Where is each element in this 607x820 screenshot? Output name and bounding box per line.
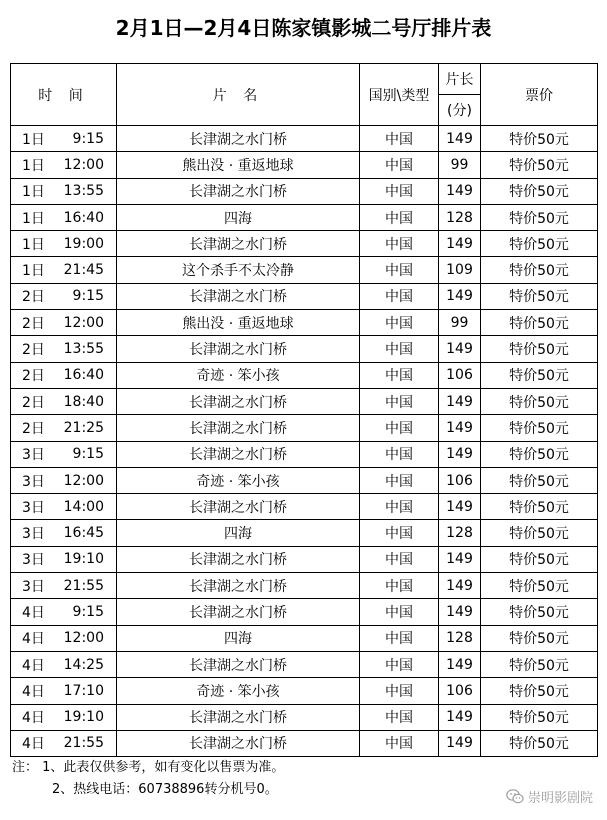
showtime: 21:55 (63, 577, 104, 594)
price-cell: 特价50元 (481, 441, 598, 467)
film-title: 长津湖之水门桥 (117, 388, 360, 414)
day-label: 2日 (22, 368, 45, 385)
showtime: 12:00 (63, 314, 104, 331)
table-row (11, 152, 598, 178)
showtime: 13:55 (63, 183, 104, 200)
film-title: 长津湖之水门桥 (117, 704, 360, 730)
price-cell: 特价50元 (481, 310, 598, 336)
film-title: 长津湖之水门桥 (117, 441, 360, 467)
day-label: 1日 (22, 263, 45, 280)
day-label: 2日 (22, 420, 45, 437)
header-price: 票价 (481, 64, 598, 126)
film-title: 四海 (117, 204, 360, 230)
notes (12, 757, 284, 801)
length-cell: 149 (439, 415, 481, 441)
country-cell: 中国 (360, 467, 439, 493)
day-label: 3日 (22, 447, 45, 464)
price-cell: 特价50元 (481, 730, 598, 756)
day-label: 1日 (22, 157, 45, 174)
price-cell: 特价50元 (481, 231, 598, 257)
film-title: 长津湖之水门桥 (117, 573, 360, 599)
header-country-type: 国别\类型 (360, 64, 439, 126)
day-label: 3日 (22, 473, 45, 490)
country-cell: 中国 (360, 599, 439, 625)
film-title: 四海 (117, 520, 360, 546)
time-cell (11, 415, 117, 441)
country-cell: 中国 (360, 388, 439, 414)
day-label: 1日 (22, 210, 45, 227)
country-cell: 中国 (360, 152, 439, 178)
price-cell: 特价50元 (481, 494, 598, 520)
watermark-text: 崇明影剧院 (527, 791, 593, 806)
length-cell: 128 (439, 204, 481, 230)
price-cell: 特价50元 (481, 336, 598, 362)
country-cell: 中国 (360, 730, 439, 756)
showtime: 19:10 (63, 709, 104, 726)
showtime: 12:00 (63, 630, 104, 647)
film-title: 长津湖之水门桥 (117, 336, 360, 362)
country-cell: 中国 (360, 441, 439, 467)
watermark (506, 787, 593, 806)
day-label: 4日 (22, 710, 45, 727)
price-cell: 特价50元 (481, 678, 598, 704)
length-cell: 106 (439, 362, 481, 388)
country-cell: 中国 (360, 257, 439, 283)
length-cell: 149 (439, 336, 481, 362)
time-cell (11, 441, 117, 467)
price-cell: 特价50元 (481, 625, 598, 651)
showtime: 14:25 (63, 656, 104, 673)
table-row (11, 231, 598, 257)
film-title: 奇迹 · 笨小孩 (117, 362, 360, 388)
film-title: 长津湖之水门桥 (117, 178, 360, 204)
note-line-1: 注： 1、此表仅供参考，如有变化以售票为准。 (12, 760, 285, 775)
country-cell: 中国 (360, 204, 439, 230)
film-title: 长津湖之水门桥 (117, 546, 360, 572)
showtime: 16:45 (63, 525, 104, 542)
table-row (11, 678, 598, 704)
time-cell (11, 546, 117, 572)
table-row (11, 573, 598, 599)
price-cell: 特价50元 (481, 573, 598, 599)
day-label: 2日 (22, 289, 45, 306)
price-cell: 特价50元 (481, 415, 598, 441)
time-cell (11, 178, 117, 204)
table-row (11, 651, 598, 677)
day-label: 4日 (22, 657, 45, 674)
header-film: 片 名 (117, 64, 360, 126)
length-cell: 149 (439, 231, 481, 257)
table-row (11, 283, 598, 309)
price-cell: 特价50元 (481, 520, 598, 546)
time-cell (11, 204, 117, 230)
showtime: 9:15 (72, 130, 104, 147)
time-cell (11, 152, 117, 178)
day-label: 4日 (22, 683, 45, 700)
price-cell: 特价50元 (481, 362, 598, 388)
day-label: 2日 (22, 315, 45, 332)
showtime: 21:55 (63, 735, 104, 752)
table-row (11, 599, 598, 625)
price-cell: 特价50元 (481, 126, 598, 152)
length-cell: 149 (439, 283, 481, 309)
country-cell: 中国 (360, 415, 439, 441)
country-cell: 中国 (360, 231, 439, 257)
film-title: 长津湖之水门桥 (117, 651, 360, 677)
table-row (11, 310, 598, 336)
length-cell: 128 (439, 520, 481, 546)
table-row (11, 257, 598, 283)
country-cell: 中国 (360, 651, 439, 677)
showtime: 21:45 (63, 262, 104, 279)
country-cell: 中国 (360, 126, 439, 152)
country-cell: 中国 (360, 178, 439, 204)
day-label: 2日 (22, 342, 45, 359)
showtime: 13:55 (63, 341, 104, 358)
table-row (11, 441, 598, 467)
table-row (11, 704, 598, 730)
length-cell: 149 (439, 546, 481, 572)
country-cell: 中国 (360, 546, 439, 572)
wechat-icon (506, 789, 524, 804)
table-row (11, 415, 598, 441)
time-cell (11, 730, 117, 756)
film-title: 四海 (117, 625, 360, 651)
table-row (11, 625, 598, 651)
country-cell: 中国 (360, 678, 439, 704)
table-row (11, 388, 598, 414)
showtime: 14:00 (63, 498, 104, 515)
showtime: 18:40 (63, 393, 104, 410)
film-title: 这个杀手不太冷静 (117, 257, 360, 283)
length-cell: 106 (439, 467, 481, 493)
header-time: 时 间 (11, 64, 117, 126)
showtime: 17:10 (63, 682, 104, 699)
price-cell: 特价50元 (481, 178, 598, 204)
time-cell (11, 388, 117, 414)
page-title: 2月1日—2月4日陈家镇影城二号厅排片表 (115, 16, 492, 40)
length-cell: 106 (439, 678, 481, 704)
film-title: 熊出没 · 重返地球 (117, 310, 360, 336)
film-title: 长津湖之水门桥 (117, 494, 360, 520)
time-cell (11, 467, 117, 493)
country-cell: 中国 (360, 494, 439, 520)
film-title: 长津湖之水门桥 (117, 599, 360, 625)
country-cell: 中国 (360, 310, 439, 336)
day-label: 3日 (22, 578, 45, 595)
header-length-unit: (分) (439, 95, 481, 126)
price-cell: 特价50元 (481, 467, 598, 493)
showtime: 21:25 (63, 419, 104, 436)
price-cell: 特价50元 (481, 599, 598, 625)
country-cell: 中国 (360, 704, 439, 730)
header-length: 片长 (439, 64, 481, 95)
time-cell (11, 573, 117, 599)
table-row (11, 520, 598, 546)
price-cell: 特价50元 (481, 546, 598, 572)
showtime: 9:15 (72, 288, 104, 305)
time-cell (11, 283, 117, 309)
length-cell: 149 (439, 178, 481, 204)
table-row (11, 336, 598, 362)
time-cell (11, 625, 117, 651)
table-row (11, 126, 598, 152)
day-label: 3日 (22, 526, 45, 543)
length-cell: 109 (439, 257, 481, 283)
price-cell: 特价50元 (481, 388, 598, 414)
length-cell: 149 (439, 494, 481, 520)
day-label: 3日 (22, 499, 45, 516)
time-cell (11, 257, 117, 283)
time-cell (11, 231, 117, 257)
film-title: 奇迹 · 笨小孩 (117, 467, 360, 493)
table-row (11, 730, 598, 756)
time-cell (11, 362, 117, 388)
price-cell: 特价50元 (481, 257, 598, 283)
table-row (11, 467, 598, 493)
time-cell (11, 310, 117, 336)
price-cell: 特价50元 (481, 204, 598, 230)
film-title: 长津湖之水门桥 (117, 283, 360, 309)
table-row (11, 362, 598, 388)
price-cell: 特价50元 (481, 283, 598, 309)
note-line-2: 2、热线电话：60738896转分机号0。 (52, 782, 278, 797)
country-cell: 中国 (360, 573, 439, 599)
day-label: 4日 (22, 631, 45, 648)
showtime: 19:00 (63, 235, 104, 252)
time-cell (11, 520, 117, 546)
country-cell: 中国 (360, 362, 439, 388)
day-label: 3日 (22, 552, 45, 569)
length-cell: 149 (439, 441, 481, 467)
time-cell (11, 336, 117, 362)
country-cell: 中国 (360, 336, 439, 362)
length-cell: 149 (439, 730, 481, 756)
film-title: 长津湖之水门桥 (117, 231, 360, 257)
day-label: 4日 (22, 604, 45, 621)
showtime: 12:00 (63, 156, 104, 173)
day-label: 1日 (22, 131, 45, 148)
film-title: 长津湖之水门桥 (117, 415, 360, 441)
table-row (11, 178, 598, 204)
table-row (11, 494, 598, 520)
length-cell: 99 (439, 310, 481, 336)
film-title: 奇迹 · 笨小孩 (117, 678, 360, 704)
time-cell (11, 126, 117, 152)
showtime: 9:15 (72, 603, 104, 620)
film-title: 熊出没 · 重返地球 (117, 152, 360, 178)
film-title: 长津湖之水门桥 (117, 730, 360, 756)
time-cell (11, 651, 117, 677)
length-cell: 149 (439, 126, 481, 152)
showtime: 12:00 (63, 472, 104, 489)
time-cell (11, 494, 117, 520)
day-label: 2日 (22, 394, 45, 411)
price-cell: 特价50元 (481, 704, 598, 730)
showtime: 16:40 (63, 209, 104, 226)
day-label: 1日 (22, 236, 45, 253)
schedule-table (10, 63, 598, 757)
schedule-rows (11, 126, 598, 757)
showtime: 9:15 (72, 446, 104, 463)
showtime: 16:40 (63, 367, 104, 384)
length-cell: 149 (439, 651, 481, 677)
length-cell: 149 (439, 573, 481, 599)
time-cell (11, 599, 117, 625)
length-cell: 149 (439, 388, 481, 414)
length-cell: 128 (439, 625, 481, 651)
price-cell: 特价50元 (481, 152, 598, 178)
table-row (11, 546, 598, 572)
showtime: 19:10 (63, 551, 104, 568)
film-title: 长津湖之水门桥 (117, 126, 360, 152)
time-cell (11, 678, 117, 704)
length-cell: 99 (439, 152, 481, 178)
day-label: 4日 (22, 736, 45, 753)
price-cell: 特价50元 (481, 651, 598, 677)
table-row (11, 204, 598, 230)
country-cell: 中国 (360, 625, 439, 651)
length-cell: 149 (439, 704, 481, 730)
country-cell: 中国 (360, 283, 439, 309)
day-label: 1日 (22, 184, 45, 201)
length-cell: 149 (439, 599, 481, 625)
time-cell (11, 704, 117, 730)
country-cell: 中国 (360, 520, 439, 546)
